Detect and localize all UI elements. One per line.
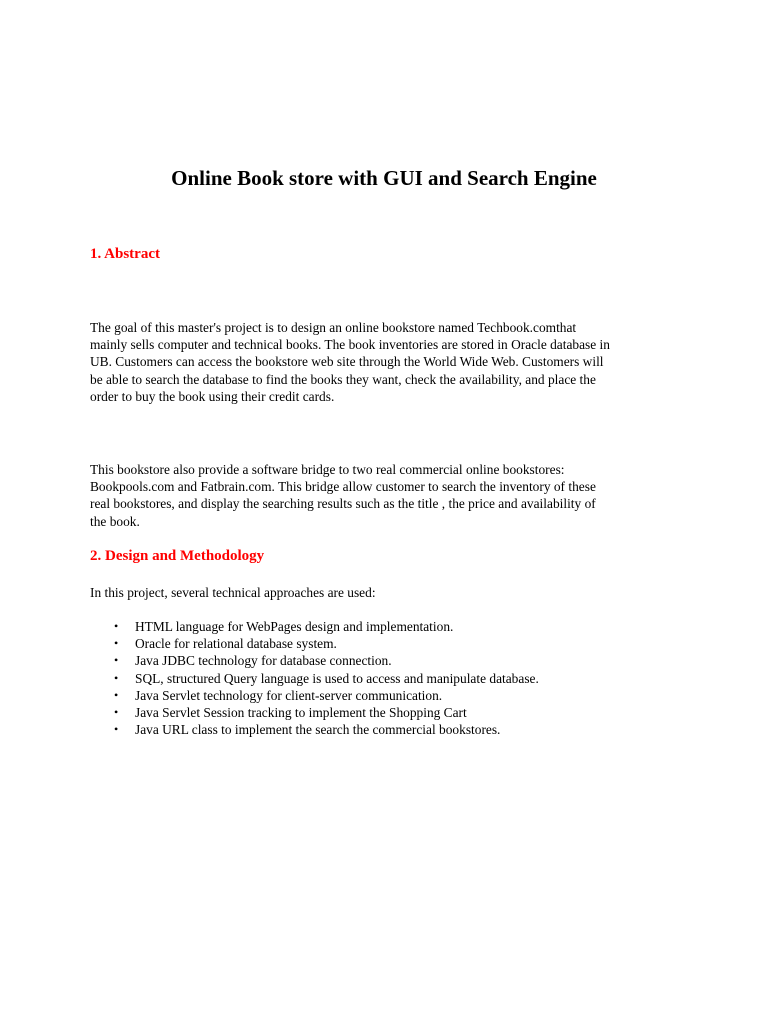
section-heading-design-methodology: 2. Design and Methodology: [90, 548, 265, 564]
list-item-text: Java URL class to implement the search the commercial bookstores.: [135, 722, 501, 738]
abstract-paragraph-1: [90, 319, 676, 405]
paragraph-line: UB. Customers can access the bookstore web site through the World Wide Web. Customers will: [90, 354, 604, 370]
list-item-text: Java Servlet Session tracking to implement the Shopping Cart: [135, 705, 467, 721]
list-item: [90, 670, 690, 687]
paragraph-line: real bookstores, and display the searching results such as the title , the price and availability of: [90, 496, 596, 512]
paragraph-line: Bookpools.com and Fatbrain.com. This bridge allow customer to search the inventory of these: [90, 479, 596, 495]
list-item: [90, 687, 690, 704]
list-item: [90, 704, 690, 721]
section-heading-abstract: 1. Abstract: [90, 246, 160, 262]
design-intro-text: In this project, several technical approaches are used:: [90, 585, 376, 600]
paragraph-line: mainly sells computer and technical books. The book inventories are stored in Oracle database in: [90, 337, 610, 353]
paragraph-line: order to buy the book using their credit cards.: [90, 388, 335, 404]
bullet-icon: •: [114, 653, 119, 668]
paragraph-line: the book.: [90, 513, 140, 529]
approaches-bullet-list: [90, 618, 690, 738]
list-item-text: Java Servlet technology for client-server communication.: [135, 687, 443, 703]
list-item-text: Oracle for relational database system.: [135, 636, 337, 652]
document-title: Online Book store with GUI and Search Engine: [171, 166, 597, 190]
paragraph-line: This bookstore also provide a software bridge to two real commercial online bookstores:: [90, 462, 565, 477]
list-item: [90, 635, 690, 652]
list-item: [90, 721, 690, 738]
bullet-icon: •: [114, 670, 119, 685]
list-item-text: Java JDBC technology for database connection.: [135, 653, 392, 669]
bullet-icon: •: [114, 705, 119, 720]
list-item-text: HTML language for WebPages design and implementation.: [135, 619, 454, 634]
bullet-icon: •: [114, 687, 119, 702]
list-item-text: SQL, structured Query language is used to access and manipulate database.: [135, 670, 539, 686]
list-item: [90, 652, 690, 669]
bullet-icon: •: [114, 722, 119, 737]
paragraph-line: The goal of this master's project is to design an online bookstore named Techbook.comthat: [90, 320, 577, 335]
bullet-icon: •: [114, 636, 119, 651]
abstract-paragraph-2: [90, 461, 676, 530]
paragraph-line: be able to search the database to find the books they want, check the availability, and place the: [90, 371, 596, 387]
bullet-icon: •: [114, 619, 119, 633]
list-item: [90, 618, 690, 635]
